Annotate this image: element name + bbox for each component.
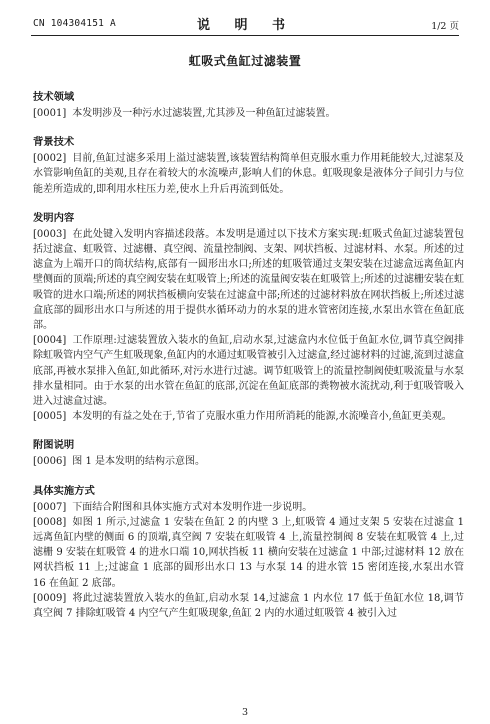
page-header (33, 14, 459, 34)
section-heading: 发明内容 (33, 211, 75, 224)
section-heading: 附图说明 (33, 439, 75, 452)
document-body (33, 90, 464, 635)
paragraph-number: [0008] (33, 516, 67, 528)
paragraph-number: [0006] (33, 456, 67, 468)
page-number: 3 (241, 707, 249, 718)
paragraph (33, 515, 464, 591)
section-embodiment (33, 484, 464, 622)
document-title: 虹吸式鱼缸过滤装置 (188, 54, 302, 68)
paragraph-text: 本发明的有益之处在于,节省了克服水重力作用所消耗的能源,水流噪音小,鱼缸更美观。 (72, 411, 452, 423)
paragraph (33, 591, 464, 621)
publication-number: CN 104304151 A (33, 18, 116, 29)
paragraph-text: 目前,鱼缸过滤多采用上溢过滤装置,该装置结构简单但克服水重力作用耗能较大,过滤泵及水管影响鱼缸的美观,且存在着较大的水流噪声,影响人们的休息。虹吸现象是液体分子间引力与位能差所造成的,即利用水柱压力差,使水上升后再流到低处。 (33, 153, 464, 195)
paragraph (33, 500, 464, 515)
paragraph (33, 454, 464, 469)
paragraph-number: [0007] (33, 501, 67, 513)
paragraph (33, 106, 464, 121)
section-heading: 技术领域 (33, 91, 75, 103)
paragraph-text: 将此过滤装置放入装水的鱼缸,启动水泵 14,过滤盒 1 内水位 17 低于鱼缸水位 18,调节真空阀 7 排除虹吸管 4 内空气产生虹吸现象,鱼缸 2 内的水通过虹吸管 4 被引入过 (33, 592, 464, 620)
paragraph (33, 333, 464, 409)
paragraph-text: 工作原理:过滤装置放入装水的鱼缸,启动水泵,过滤盒内水位低于鱼缸水位,调节真空阀排除虹吸管内空气产生虹吸现象,鱼缸内的水通过虹吸管被引入过滤盒,经过滤材料的过滤,流到过滤盒底部,再被水泵排入鱼缸,如此循环,对污水进行过滤。调节虹吸管上的流量控制阀使虹吸流量与水泵排水量相同。由于水泵的出水管在鱼缸的底部,沉淀在鱼缸底部的粪物被水流扰动,利于虹吸管吸入进入过滤盒过滤。 (33, 335, 464, 408)
paragraph-text: 在此处键入发明内容描述段落。本发明是通过以下技术方案实现:虹吸式鱼缸过滤装置包括过滤盒、虹吸管、过滤栅、真空阀、流量控制阀、支架、网状挡板、过滤材料、水泵。所述的过滤盒为上端开口的筒状结构,底部有一圆形出水口;所述的虹吸管通过支架安装在过滤盒远离鱼缸内壁侧面的顶端;所述的真空阀安装在虹吸管上;所述的流量阀安装在虹吸管上;所述的过滤栅安装在虹吸管的进水口端;所述的网状挡板横向安装在过滤盒中部;所述的过滤材料放在网状挡板上;所述过滤盒底部的圆形出水口与所述的用于提供水循环动力的水泵的进水管密闭连接,水泵出水管在鱼缸底部。 (33, 228, 464, 332)
paragraph-number: [0005] (33, 411, 67, 423)
page-counter: 1/2 页 (431, 21, 459, 32)
paragraph-number: [0003] (33, 228, 67, 240)
paragraph-text: 下面结合附图和具体实施方式对本发明作进一步说明。 (72, 501, 313, 513)
paragraph-number: [0002] (33, 153, 67, 165)
paragraph-number: [0004] (33, 335, 67, 347)
paragraph (33, 409, 464, 424)
header-divider (31, 35, 459, 36)
paragraph-text: 图 1 是本发明的结构示意图。 (72, 456, 205, 468)
section-drawings (33, 438, 464, 469)
paragraph-text: 本发明涉及一种污水过滤装置,尤其涉及一种鱼缸过滤装置。 (72, 108, 336, 119)
document-type: 说 明 书 (196, 18, 296, 33)
section-background (33, 135, 464, 197)
paragraph (33, 151, 464, 197)
paragraph (33, 227, 464, 333)
section-heading: 具体实施方式 (33, 484, 95, 497)
paragraph-number: [0001] (33, 108, 67, 119)
paragraph-text: 如图 1 所示,过滤盒 1 安装在鱼缸 2 的内壁 3 上,虹吸管 4 通过支架 5 安装在过滤盒 1 远离鱼缸内壁的侧面 6 的顶端,真空阀 7 安装在虹吸管 4 上,流量控制阀 8 安装在虹吸管 4 上,过滤栅 9 安装在虹吸管 4 的进水口端 10,网状挡板 11 横向安装在过滤盒 1 中部;过滤材料 12 放在网状挡板 11 上;过滤盒 1 底部的圆形出水口 13 与水泵 14 的进水管 15 密闭连接,水泵出水管 16 在鱼缸 2 底部。 (33, 516, 464, 589)
section-technical-field (33, 90, 464, 121)
section-heading: 背景技术 (33, 136, 75, 149)
paragraph-number: [0009] (33, 592, 67, 604)
section-summary (33, 211, 464, 425)
